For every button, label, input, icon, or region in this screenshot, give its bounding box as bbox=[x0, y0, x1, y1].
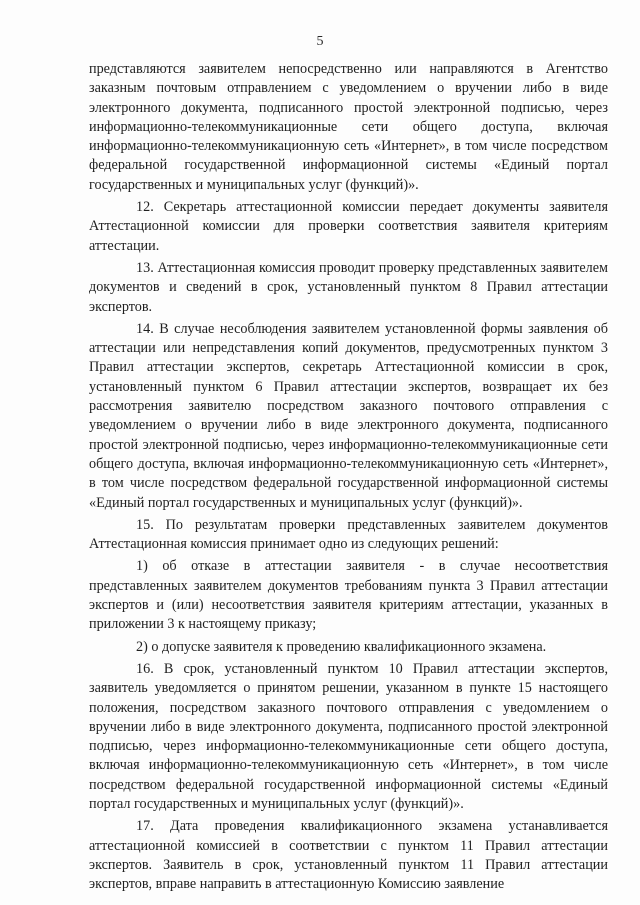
page-number: 5 bbox=[316, 34, 324, 49]
paragraph-14: 14. В случае несоблюдения заявителем установленной формы заявления об аттестации или непредставления копий документов, предусмотренных пунктом 3 Правил аттестации экспертов, секретарь Аттестационной комиссии в срок, установленный пунктом 6 Правил аттестации экспертов, возвращает их без рассмотрения заявителю посредством заказного почтового отправления с уведомлением о вручении либо в виде электронного документа, подписанного простой электронной подписью, через информационно-телекоммуникационные сети общего доступа, включая информационно-телекоммуникационную сеть «Интернет», в том числе посредством федеральной государственной информационной системы «Единый портал государственных и муниципальных услуг (функций)». bbox=[89, 320, 608, 511]
paragraph-13: 13. Аттестационная комиссия проводит проверку представленных заявителем документов и сведений в срок, установленный пунктом 8 Правил аттестации экспертов. bbox=[89, 259, 608, 315]
paragraph-16: 16. В срок, установленный пунктом 10 Правил аттестации экспертов, заявитель уведомляется о принятом решении, указанном в пункте 15 настоящего положения, посредством заказного почтового отправления с уведомлением о вручении либо в виде электронного документа, подписанного простой электронной подписью, через информационно-телекоммуникационные сети общего доступа, включая информационно-телекоммуникационную сеть «Интернет», в том числе посредством федеральной государственной информационной системы «Единый портал государственных и муниципальных услуг (функций)». bbox=[89, 660, 608, 812]
paragraph-12: 12. Секретарь аттестационной комиссии передает документы заявителя Аттестационной комиссии для проверки соответствия заявителя критериям аттестации. bbox=[89, 199, 608, 254]
paragraph-17: 17. Дата проведения квалификационного экзамена устанавливается аттестационной комиссией в соответствии с пунктом 11 Правил аттестации экспертов. Заявитель в срок, установленный пунктом 11 Правил аттестации экспертов, вправе направить в аттестационную Комиссию заявление bbox=[89, 818, 608, 893]
paragraph-15-item-2: 2) о допуске заявителя к проведению квалификационного экзамена. bbox=[136, 638, 547, 655]
document-body bbox=[89, 60, 608, 897]
paragraph-15: 15. По результатам проверки представленных заявителем документов Аттестационная комиссия принимает одно из следующих решений: bbox=[89, 516, 608, 553]
paragraph-15-item-1: 1) об отказе в аттестации заявителя - в случае несоответствия представленных заявителем документов требованиям пункта 3 Правил аттестации экспертов и (или) несоответствия заявителя критериям аттестации, указанных в приложении 3 к настоящему приказу; bbox=[89, 558, 608, 633]
paragraph-continuation: представляются заявителем непосредственно или направляются в Агентство заказным почтовым отправлением с уведомлением о вручении либо в виде электронного документа, подписанного простой электронной подписью, через информационно-телекоммуникационные сети общего доступа, включая информационно-телекоммуникационную сеть «Интернет», в том числе посредством федеральной государственной информационной системы «Единый портал государственных и муниципальных услуг (функций)». bbox=[89, 61, 608, 193]
